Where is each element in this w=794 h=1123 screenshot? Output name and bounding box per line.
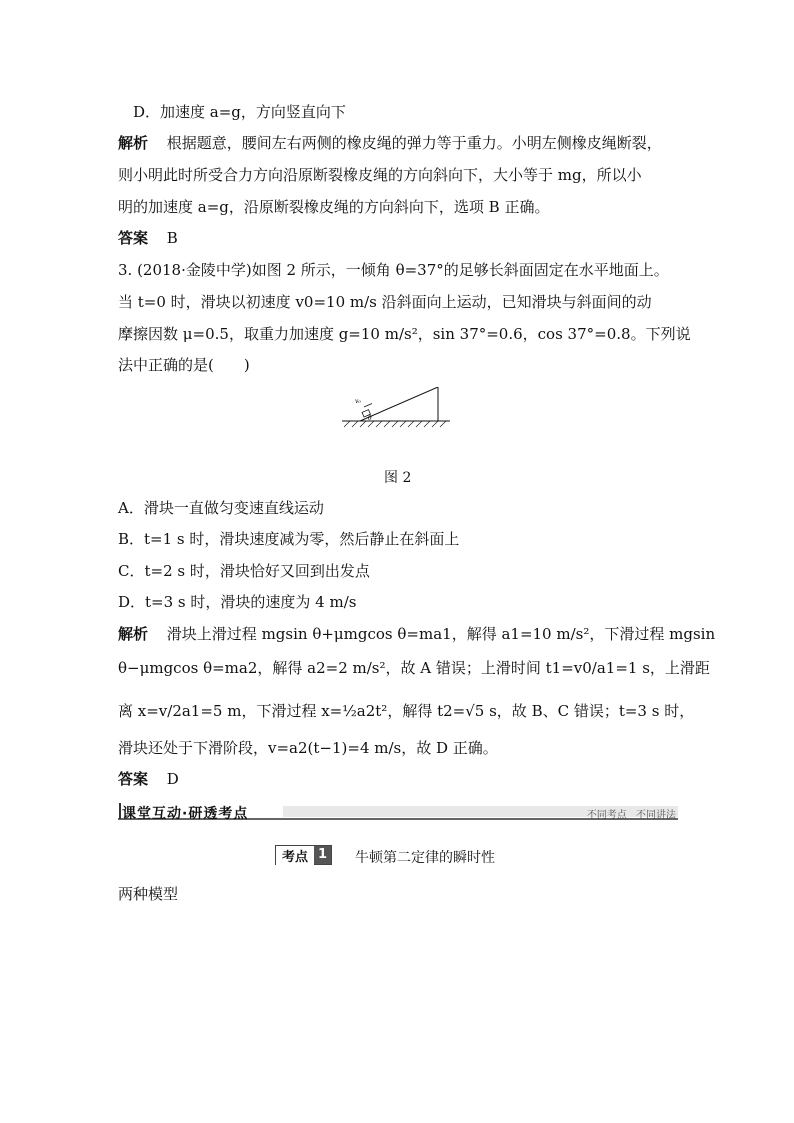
section-title: 课堂互动·研透考点	[122, 806, 249, 822]
kaodian-title: 牛顿第二定律的瞬时性	[355, 850, 495, 866]
section-tags	[587, 806, 676, 821]
answer-label: 答案	[118, 229, 149, 247]
kaodian-number: 1	[314, 846, 331, 864]
incline-figure	[342, 387, 450, 429]
q3-answer	[118, 769, 179, 789]
theta-label: θ	[368, 415, 372, 422]
q2-analysis-line-3: 明的加速度 a=g，沿原断裂橡皮绳的方向斜向下，选项 B 正确。	[118, 198, 550, 216]
figure-caption: 图 2	[384, 470, 412, 486]
q3-option-c: C．t=2 s 时，滑块恰好又回到出发点	[118, 562, 370, 580]
q3-option-d: D．t=3 s 时，滑块的速度为 4 m/s	[118, 593, 357, 611]
q2-option-d: D．加速度 a=g，方向竖直向下	[133, 103, 346, 121]
q3-analysis-line-3: 离 x=v/2a1=5 m，下滑过程 x=½a2t²，解得 t2=√5 s，故 B、C 错误；t=3 s 时，	[118, 702, 695, 720]
analysis-text: 滑块上滑过程 mgsin θ+μmgcos θ=ma1，解得 a1=10 m/s²，下滑过程 mgsin	[166, 625, 716, 643]
q3-stem-line-2: 当 t=0 时，滑块以初速度 v0=10 m/s 沿斜面向上运动，已知滑块与斜面间的动	[118, 293, 652, 311]
kaodian-label: 考点	[276, 846, 314, 865]
ground-hatching	[344, 421, 446, 427]
q3-option-b: B．t=1 s 时，滑块速度减为零，然后静止在斜面上	[118, 530, 460, 548]
q2-analysis-line-1	[118, 133, 662, 153]
analysis-label: 解析	[118, 625, 149, 643]
q2-analysis-line-2: 则小明此时所受合力方向沿原断裂橡皮绳的方向斜向下，大小等于 mg，所以小	[118, 166, 642, 184]
answer-label: 答案	[118, 770, 149, 788]
v0-label: v₀	[355, 398, 361, 405]
subheading: 两种模型	[118, 885, 179, 903]
section-tag-2: 不同讲法	[636, 810, 676, 821]
answer-value: D	[166, 770, 179, 788]
answer-value: B	[166, 229, 178, 247]
kaodian-badge	[275, 845, 332, 865]
q3-option-a: A．滑块一直做匀变速直线运动	[118, 499, 324, 517]
velocity-arrow	[364, 404, 372, 408]
analysis-label: 解析	[118, 134, 149, 152]
q3-analysis-line-1	[118, 624, 715, 644]
q3-stem-line-4: 法中正确的是( )	[118, 356, 250, 374]
q3-stem-line-1: 3. (2018·金陵中学)如图 2 所示，一倾角 θ=37°的足够长斜面固定在水平地面上。	[118, 261, 669, 279]
analysis-text: 根据题意，腰间左右两侧的橡皮绳的弹力等于重力。小明左侧橡皮绳断裂，	[166, 134, 662, 152]
q3-analysis-line-4: 滑块还处于下滑阶段，v=a2(t−1)=4 m/s，故 D 正确。	[118, 739, 498, 757]
q2-answer	[118, 228, 178, 248]
section-tag-1: 不同考点	[586, 810, 627, 821]
q3-stem-line-3: 摩擦因数 μ=0.5，取重力加速度 g=10 m/s²，sin 37°=0.6，cos 37°=0.8。下列说	[118, 325, 691, 343]
q3-analysis-line-2: θ−μmgcos θ=ma2，解得 a2=2 m/s²，故 A 错误；上滑时间 t1=v0/a1=1 s，上滑距	[118, 659, 710, 677]
